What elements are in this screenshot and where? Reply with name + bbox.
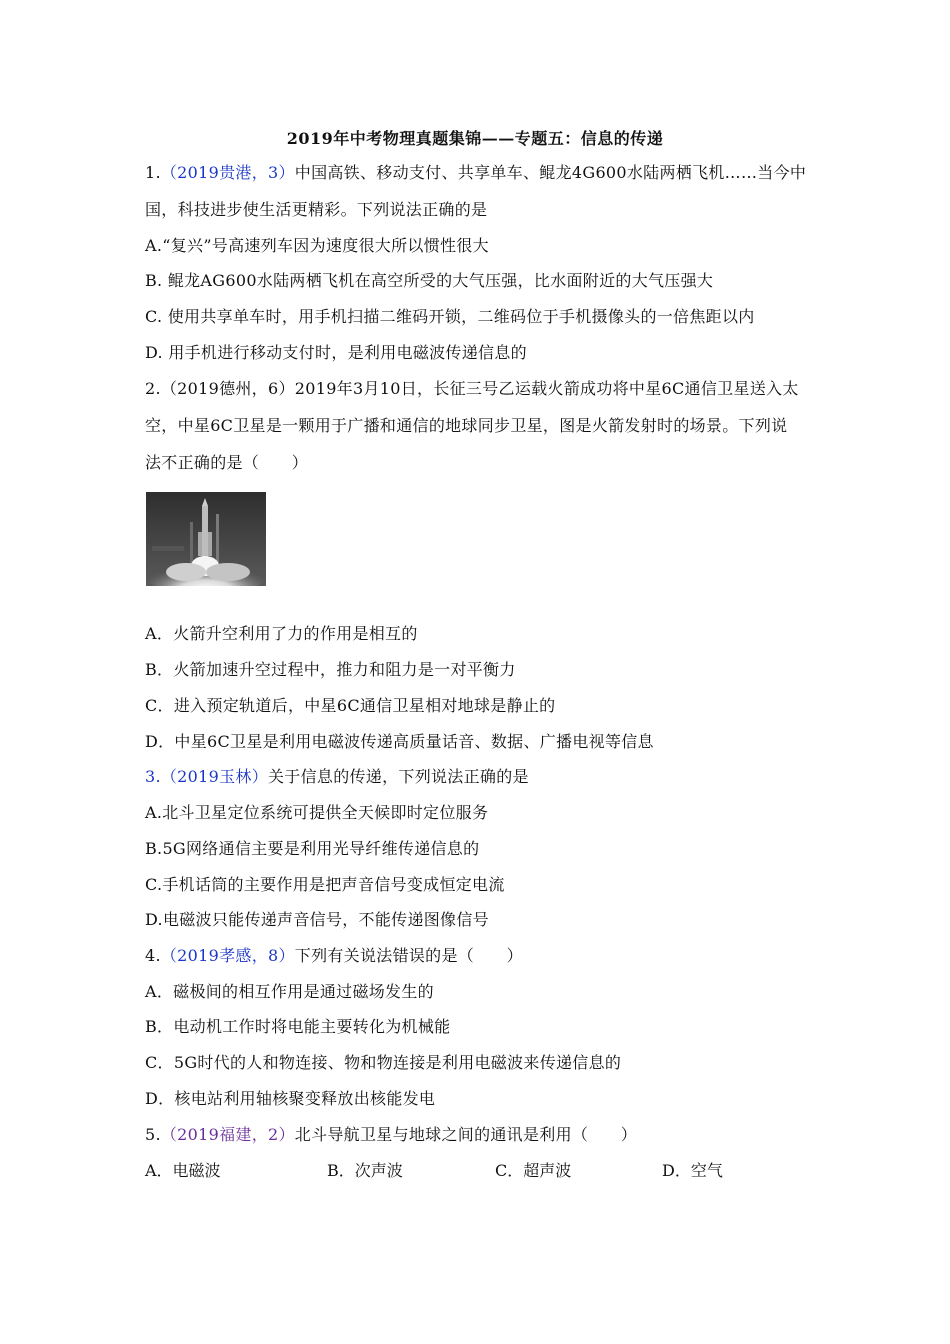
question-source: （2019贵港，3） [160, 163, 295, 182]
question-5-option-c: C．超声波 [495, 1161, 572, 1180]
question-4-stem [145, 945, 815, 967]
question-1-option-b: B. 鲲龙AG600水陆两栖飞机在高空所受的大气压强，比水面附近的大气压强大 [145, 271, 714, 290]
question-4-option-d: D．核电站利用轴核聚变释放出核能发电 [145, 1089, 436, 1108]
question-1-stem [145, 162, 815, 184]
question-text: 北斗导航卫星与地球之间的通讯是利用（ ） [294, 1125, 638, 1144]
question-1-stem-cont: 国，科技进步使生活更精彩。下列说法正确的是 [145, 200, 488, 219]
question-number: 3. [145, 767, 161, 786]
question-number: 1. [145, 163, 161, 182]
question-3-option-d: D.电磁波只能传递声音信号，不能传递图像信号 [145, 910, 489, 929]
question-2-stem-cont-2: 法不正确的是（ ） [145, 453, 309, 472]
question-2-option-c: C．进入预定轨道后，中星6C通信卫星相对地球是静止的 [145, 696, 556, 715]
question-number: 4. [145, 946, 161, 965]
question-5-option-d: D．空气 [662, 1161, 723, 1180]
question-source: （2019福建，2） [160, 1125, 295, 1144]
question-2-option-a: A．火箭升空利用了力的作用是相互的 [145, 624, 418, 643]
question-5-stem [145, 1124, 815, 1146]
question-1-option-d: D. 用手机进行移动支付时，是利用电磁波传递信息的 [145, 343, 527, 362]
question-1-option-c: C. 使用共享单车时，用手机扫描二维码开锁，二维码位于手机摄像头的一倍焦距以内 [145, 307, 755, 326]
page-title: 2019年中考物理真题集锦——专题五：信息的传递 [286, 129, 664, 148]
question-text: 下列有关说法错误的是（ ） [294, 946, 523, 965]
question-5-option-b: B．次声波 [327, 1161, 403, 1180]
question-5-option-a: A．电磁波 [145, 1161, 221, 1180]
question-1-option-a: A.“复兴”号高速列车因为速度很大所以惯性很大 [145, 236, 489, 255]
question-3-stem [145, 766, 815, 788]
question-3-option-a: A.北斗卫星定位系统可提供全天候即时定位服务 [145, 803, 489, 822]
question-2-stem-cont: 空，中星6C卫星是一颗用于广播和通信的地球同步卫星，图是火箭发射时的场景。下列说 [145, 416, 788, 435]
question-2-stem: 2.（2019德州，6）2019年3月10日，长征三号乙运载火箭成功将中星6C通信卫星送入太 [145, 379, 799, 398]
question-2-option-b: B．火箭加速升空过程中，推力和阻力是一对平衡力 [145, 660, 516, 679]
question-4-option-c: C．5G时代的人和物连接、物和物连接是利用电磁波来传递信息的 [145, 1053, 622, 1072]
question-text: 中国高铁、移动支付、共享单车、鲲龙4G600水陆两栖飞机……当今中 [294, 163, 807, 182]
question-4-option-a: A．磁极间的相互作用是通过磁场发生的 [145, 982, 434, 1001]
question-text: 关于信息的传递，下列说法正确的是 [268, 767, 529, 786]
question-number: 5. [145, 1125, 161, 1144]
rocket-launch-image [146, 492, 266, 586]
question-source: （2019孝感，8） [160, 946, 295, 965]
question-source: （2019玉林） [160, 767, 268, 786]
rocket-launch-illustration [146, 492, 266, 586]
question-3-option-c: C.手机话筒的主要作用是把声音信号变成恒定电流 [145, 875, 505, 894]
question-2-option-d: D．中星6C卫星是利用电磁波传递高质量话音、数据、广播电视等信息 [145, 732, 654, 751]
question-4-option-b: B．电动机工作时将电能主要转化为机械能 [145, 1017, 451, 1036]
question-3-option-b: B.5G网络通信主要是利用光导纤维传递信息的 [145, 839, 480, 858]
